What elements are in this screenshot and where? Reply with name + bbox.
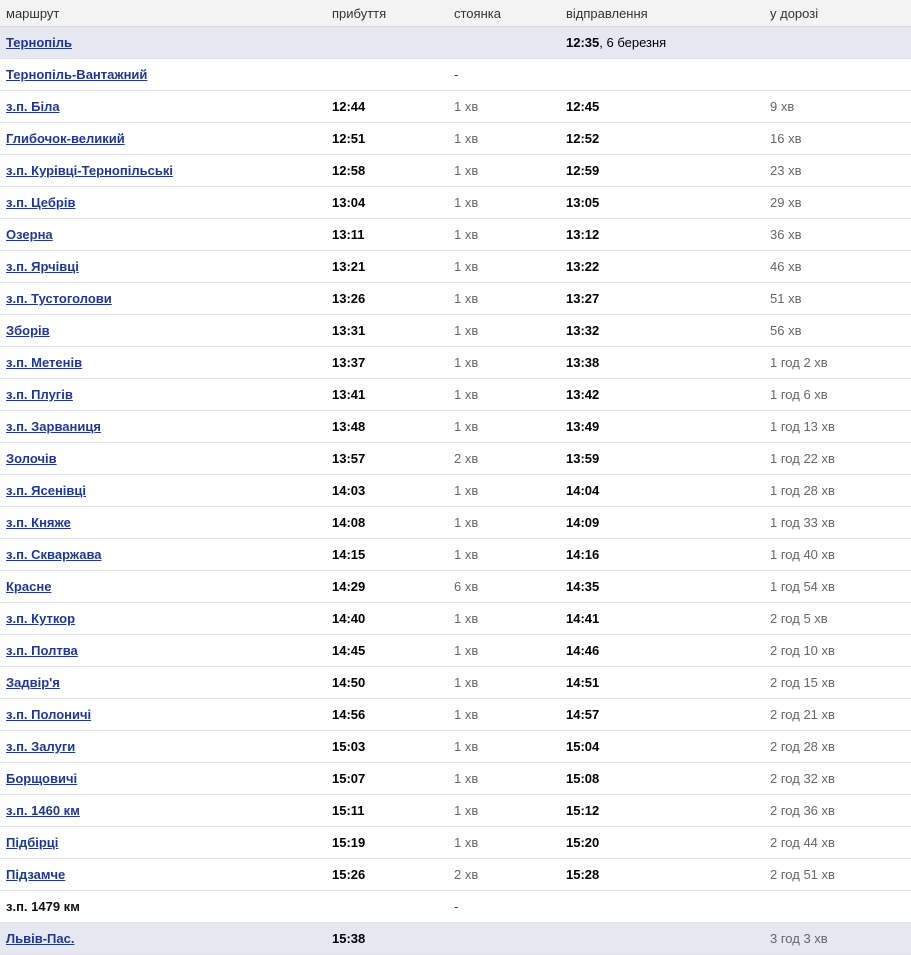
table-row	[0, 475, 911, 507]
header-arrival: прибуття	[332, 5, 387, 21]
cell-departure	[559, 259, 763, 274]
cell-departure	[559, 803, 763, 818]
station-link[interactable]: з.п. Тустоголови	[6, 291, 112, 306]
header-route: маршрут	[6, 5, 60, 21]
table-row	[0, 603, 911, 635]
table-row	[0, 571, 911, 603]
cell-arrival: 14:08	[332, 515, 366, 530]
cell-travel-time: 9 хв	[770, 99, 795, 114]
departure-time: 13:59	[566, 451, 600, 466]
cell-station	[0, 643, 325, 658]
cell-travel-time: 1 год 54 хв	[770, 579, 835, 594]
table-row	[0, 251, 911, 283]
table-row	[0, 59, 911, 91]
table-row	[0, 507, 911, 539]
station-link[interactable]: Тернопіль	[6, 35, 72, 50]
cell-stop: 1 хв	[454, 835, 479, 850]
station-link[interactable]: з.п. Плугів	[6, 387, 73, 402]
cell-arrival: 15:19	[332, 835, 366, 850]
cell-departure	[559, 387, 763, 402]
departure-time: 13:42	[566, 387, 600, 402]
station-link[interactable]: Зборів	[6, 323, 50, 338]
station-link[interactable]: Задвір'я	[6, 675, 60, 690]
cell-station	[0, 163, 325, 178]
cell-arrival: 15:11	[332, 803, 365, 818]
cell-stop: 1 хв	[454, 163, 479, 178]
cell-stop: 1 хв	[454, 419, 479, 434]
departure-time: 12:35	[566, 35, 600, 50]
station-link[interactable]: з.п. 1460 км	[6, 803, 80, 818]
cell-travel-time: 2 год 5 хв	[770, 611, 828, 626]
cell-travel-time: 2 год 36 хв	[770, 803, 835, 818]
table-row	[0, 891, 911, 923]
table-row	[0, 827, 911, 859]
cell-arrival: 14:45	[332, 643, 366, 658]
station-link[interactable]: з.п. Полоничі	[6, 707, 92, 722]
cell-departure	[559, 131, 763, 146]
station-link[interactable]: Озерна	[6, 227, 53, 242]
table-row	[0, 859, 911, 891]
cell-station	[0, 707, 325, 722]
cell-stop: 1 хв	[454, 99, 479, 114]
station-link[interactable]: Тернопіль-Вантажний	[6, 67, 148, 82]
departure-time: 14:04	[566, 483, 600, 498]
cell-stop: 1 хв	[454, 547, 479, 562]
cell-travel-time: 56 хв	[770, 323, 802, 338]
cell-station	[0, 67, 325, 82]
cell-travel-time: 1 год 40 хв	[770, 547, 835, 562]
table-row	[0, 699, 911, 731]
station-link[interactable]: Золочів	[6, 451, 57, 466]
cell-station	[0, 291, 325, 306]
table-row	[0, 731, 911, 763]
cell-arrival: 15:07	[332, 771, 366, 786]
cell-departure	[559, 579, 763, 594]
cell-stop: 2 хв	[454, 867, 479, 882]
cell-station	[0, 259, 325, 274]
table-row	[0, 763, 911, 795]
cell-stop: -	[454, 899, 459, 914]
cell-stop: 1 хв	[454, 611, 479, 626]
table-row	[0, 443, 911, 475]
departure-time: 14:41	[566, 611, 600, 626]
departure-time: 14:09	[566, 515, 600, 530]
departure-time: 14:57	[566, 707, 600, 722]
cell-stop: 2 хв	[454, 451, 479, 466]
cell-travel-time: 36 хв	[770, 227, 802, 242]
cell-departure	[559, 163, 763, 178]
cell-arrival: 14:40	[332, 611, 366, 626]
cell-stop: 1 хв	[454, 707, 479, 722]
cell-station	[0, 227, 325, 242]
departure-time: 15:04	[566, 739, 600, 754]
table-row	[0, 411, 911, 443]
station-link[interactable]: Глибочок-великий	[6, 131, 125, 146]
cell-departure	[559, 675, 763, 690]
cell-station	[0, 451, 325, 466]
station-link[interactable]: з.п. Залуги	[6, 739, 76, 754]
table-body	[0, 27, 911, 955]
station-link[interactable]: з.п. Курівці-Тернопільські	[6, 163, 173, 178]
cell-arrival: 14:56	[332, 707, 366, 722]
table-row	[0, 795, 911, 827]
cell-arrival: 14:15	[332, 547, 366, 562]
cell-departure	[559, 771, 763, 786]
header-stop: стоянка	[454, 5, 501, 21]
cell-station	[0, 547, 325, 562]
table-row	[0, 219, 911, 251]
cell-departure	[559, 419, 763, 434]
table-row	[0, 91, 911, 123]
departure-time: 14:46	[566, 643, 600, 658]
cell-station	[0, 803, 325, 818]
cell-station	[0, 515, 325, 530]
table-header	[0, 0, 911, 27]
cell-station	[0, 899, 325, 914]
cell-travel-time: 1 год 28 хв	[770, 483, 835, 498]
cell-travel-time: 2 год 15 хв	[770, 675, 835, 690]
cell-departure	[559, 739, 763, 754]
cell-stop: -	[454, 67, 459, 82]
cell-arrival: 12:51	[332, 131, 366, 146]
cell-departure	[559, 355, 763, 370]
cell-departure	[559, 867, 763, 882]
cell-arrival: 13:57	[332, 451, 366, 466]
departure-time: 13:12	[566, 227, 600, 242]
cell-departure	[559, 707, 763, 722]
cell-stop: 1 хв	[454, 643, 479, 658]
departure-time: 13:49	[566, 419, 600, 434]
station-link[interactable]: Борщовичі	[6, 771, 78, 786]
cell-travel-time: 2 год 51 хв	[770, 867, 835, 882]
table-row	[0, 283, 911, 315]
cell-arrival: 12:44	[332, 99, 366, 114]
cell-travel-time: 2 год 28 хв	[770, 739, 835, 754]
station-link[interactable]: з.п. Метенів	[6, 355, 83, 370]
cell-arrival: 12:58	[332, 163, 366, 178]
cell-station	[0, 323, 325, 338]
cell-stop: 1 хв	[454, 291, 479, 306]
cell-departure	[559, 451, 763, 466]
cell-travel-time: 1 год 13 хв	[770, 419, 835, 434]
cell-station	[0, 355, 325, 370]
cell-stop: 1 хв	[454, 771, 479, 786]
cell-travel-time: 1 год 22 хв	[770, 451, 835, 466]
cell-travel-time: 2 год 10 хв	[770, 643, 835, 658]
cell-travel-time: 51 хв	[770, 291, 802, 306]
station-link[interactable]: з.п. Княже	[6, 515, 71, 530]
cell-travel-time: 1 год 2 хв	[770, 355, 828, 370]
table-row	[0, 635, 911, 667]
departure-time: 13:38	[566, 355, 600, 370]
cell-stop: 1 хв	[454, 195, 479, 210]
table-row	[0, 347, 911, 379]
station-link[interactable]: з.п. Цебрів	[6, 195, 76, 210]
cell-stop: 1 хв	[454, 739, 479, 754]
cell-station	[0, 195, 325, 210]
cell-stop: 1 хв	[454, 323, 479, 338]
cell-departure	[559, 35, 763, 50]
cell-arrival: 13:26	[332, 291, 366, 306]
cell-arrival: 14:03	[332, 483, 366, 498]
cell-travel-time: 2 год 44 хв	[770, 835, 835, 850]
departure-time: 12:45	[566, 99, 600, 114]
cell-departure	[559, 227, 763, 242]
table-row	[0, 315, 911, 347]
cell-arrival: 15:03	[332, 739, 366, 754]
cell-departure	[559, 483, 763, 498]
cell-arrival: 15:38	[332, 931, 366, 946]
cell-station	[0, 419, 325, 434]
departure-time: 14:35	[566, 579, 600, 594]
table-row	[0, 539, 911, 571]
cell-station	[0, 35, 325, 50]
cell-stop: 1 хв	[454, 259, 479, 274]
cell-departure	[559, 835, 763, 850]
station-link[interactable]: з.п. Зарваниця	[6, 419, 101, 434]
cell-stop: 6 хв	[454, 579, 479, 594]
cell-arrival: 14:50	[332, 675, 366, 690]
cell-arrival: 13:11	[332, 227, 365, 242]
table-row	[0, 155, 911, 187]
station-link[interactable]: з.п. Скваржава	[6, 547, 102, 562]
cell-arrival: 13:04	[332, 195, 366, 210]
cell-travel-time: 2 год 32 хв	[770, 771, 835, 786]
cell-arrival: 13:48	[332, 419, 366, 434]
cell-travel-time: 23 хв	[770, 163, 802, 178]
station-link[interactable]: з.п. Полтва	[6, 643, 78, 658]
cell-station	[0, 931, 325, 946]
departure-time: 13:32	[566, 323, 600, 338]
cell-stop: 1 хв	[454, 803, 479, 818]
cell-stop: 1 хв	[454, 355, 479, 370]
cell-station	[0, 483, 325, 498]
cell-arrival: 13:41	[332, 387, 366, 402]
cell-stop: 1 хв	[454, 227, 479, 242]
cell-station	[0, 675, 325, 690]
cell-departure	[559, 323, 763, 338]
cell-departure	[559, 643, 763, 658]
table-row	[0, 187, 911, 219]
cell-station	[0, 867, 325, 882]
cell-travel-time: 46 хв	[770, 259, 802, 274]
cell-travel-time: 16 хв	[770, 131, 802, 146]
cell-departure	[559, 291, 763, 306]
table-row	[0, 379, 911, 411]
departure-time: 15:28	[566, 867, 600, 882]
station-link[interactable]: з.п. Ярчівці	[6, 259, 79, 274]
cell-arrival: 13:21	[332, 259, 366, 274]
station-link[interactable]: Підбірці	[6, 835, 59, 850]
cell-stop: 1 хв	[454, 515, 479, 530]
cell-station	[0, 739, 325, 754]
cell-stop: 1 хв	[454, 131, 479, 146]
departure-time: 12:59	[566, 163, 600, 178]
cell-travel-time: 2 год 21 хв	[770, 707, 835, 722]
table-row	[0, 27, 911, 59]
cell-stop: 1 хв	[454, 483, 479, 498]
cell-station	[0, 99, 325, 114]
cell-stop: 1 хв	[454, 675, 479, 690]
cell-departure	[559, 547, 763, 562]
cell-station	[0, 131, 325, 146]
cell-station	[0, 387, 325, 402]
cell-travel-time: 1 год 33 хв	[770, 515, 835, 530]
table-row	[0, 923, 911, 955]
cell-station	[0, 771, 325, 786]
departure-time: 15:20	[566, 835, 600, 850]
header-departure: відправлення	[566, 5, 648, 21]
departure-date: , 6 березня	[599, 35, 667, 50]
departure-time: 14:16	[566, 547, 600, 562]
departure-time: 13:05	[566, 195, 600, 210]
cell-station	[0, 579, 325, 594]
cell-arrival: 15:26	[332, 867, 366, 882]
cell-arrival: 13:37	[332, 355, 366, 370]
cell-stop: 1 хв	[454, 387, 479, 402]
station-link[interactable]: з.п. Біла	[6, 99, 60, 114]
cell-departure	[559, 195, 763, 210]
cell-travel-time: 1 год 6 хв	[770, 387, 828, 402]
cell-departure	[559, 99, 763, 114]
departure-time: 13:22	[566, 259, 600, 274]
cell-travel-time: 3 год 3 хв	[770, 931, 828, 946]
station-link[interactable]: з.п. Куткор	[6, 611, 76, 626]
cell-station	[0, 835, 325, 850]
departure-time: 14:51	[566, 675, 600, 690]
cell-arrival: 13:31	[332, 323, 366, 338]
station-link[interactable]: Красне	[6, 579, 52, 594]
station-name: з.п. 1479 км	[6, 899, 80, 914]
station-link[interactable]: Львів-Пас.	[6, 931, 75, 946]
departure-time: 13:27	[566, 291, 600, 306]
departure-time: 12:52	[566, 131, 600, 146]
station-link[interactable]: з.п. Ясенівці	[6, 483, 87, 498]
cell-arrival: 14:29	[332, 579, 366, 594]
station-link[interactable]: Підзамче	[6, 867, 66, 882]
cell-travel-time: 29 хв	[770, 195, 802, 210]
cell-departure	[559, 515, 763, 530]
departure-time: 15:08	[566, 771, 600, 786]
table-row	[0, 667, 911, 699]
header-travel: у дорозі	[770, 5, 819, 21]
departure-time: 15:12	[566, 803, 600, 818]
table-row	[0, 123, 911, 155]
cell-departure	[559, 611, 763, 626]
cell-station	[0, 611, 325, 626]
